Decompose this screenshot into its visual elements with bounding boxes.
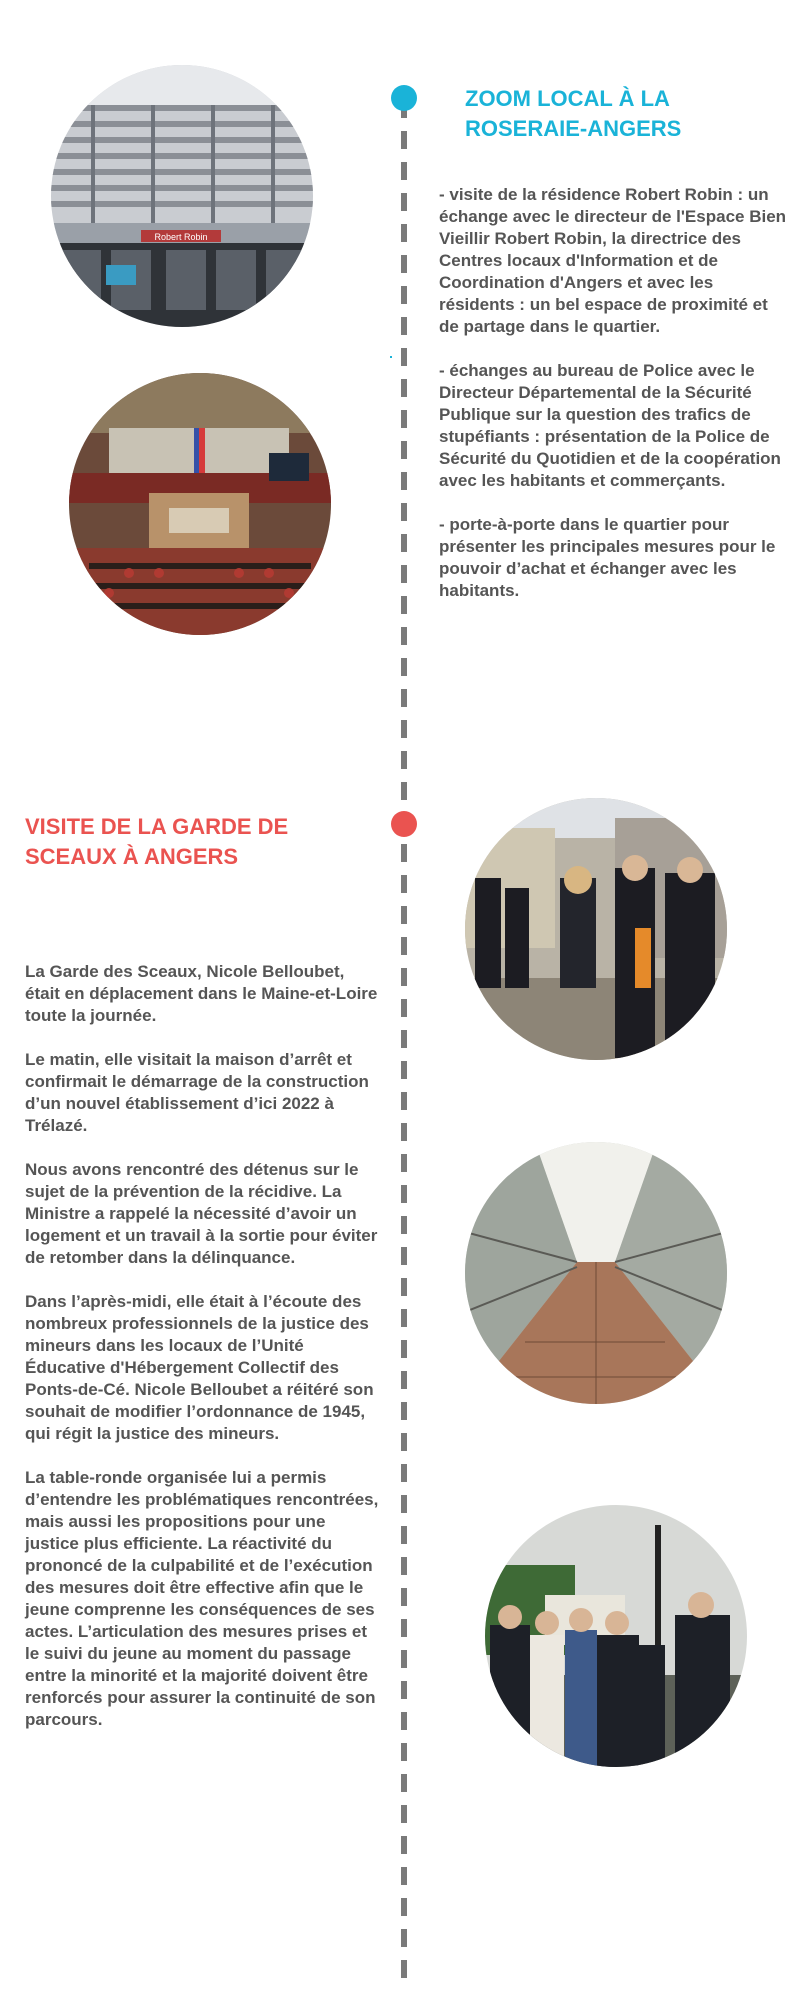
paragraph: La Garde des Sceaux, Nicole Belloubet, était en déplacement dans le Maine-et-Loire toute la journée. xyxy=(25,962,378,1025)
section-title-zoom: ZOOM LOCAL À LA ROSERAIE-ANGERS xyxy=(465,86,682,141)
svg-text:Robert Robin: Robert Robin xyxy=(154,232,208,242)
timeline-dashed-line xyxy=(401,100,407,1990)
section-body-zoom xyxy=(439,184,789,624)
paragraph: - porte-à-porte dans le quartier pour présenter les principales mesures pour le pouvoir d’achat et échanger avec les habitants. xyxy=(439,515,776,600)
courtyard-visit-photo xyxy=(465,798,727,1060)
residence-building-photo xyxy=(51,65,313,327)
timeline-marker-garde xyxy=(391,811,417,837)
paragraph: Nous avons rencontré des détenus sur le sujet de la prévention de la récidive. La Ministre a rappelé la nécessité d’avoir un logement et un travail à la sortie pour éviter de retomber dans la délinquance. xyxy=(25,1160,378,1267)
section-title-garde: VISITE DE LA GARDE DE SCEAUX À ANGERS xyxy=(25,814,289,869)
paragraph: - échanges au bureau de Police avec le Directeur Départemental de la Sécurité Publique sur la question des trafics de stupéfiants : présentation de la Police de Sécurité du Quotidien et de la coopération avec les habitants et commerçants. xyxy=(439,361,781,490)
section-body-garde xyxy=(25,961,380,1753)
paragraph: La table-ronde organisée lui a permis d’entendre les problématiques rencontrées, mais aussi les propositions pour une justice plus efficiente. La réactivité du prononcé de la culpabilité et de l’exécution des mesures doit être effective afin que le jeune comprenne les conséquences de ses actes. L’articulation des mesures prises et le suivi du jeune au moment du passage entre la minorité et la majorité doivent être renforcés pour assurer la continuité de son parcours. xyxy=(25,1468,379,1729)
outdoor-group-photo xyxy=(485,1505,747,1767)
paragraph: Dans l’après-midi, elle était à l’écoute des nombreux professionnels de la justice des mineurs dans les locaux de l’Unité Éducative d'Hébergement Collectif des Ponts-de-Cé. Nicole Belloubet a réitéré son souhait de modifier l’ordonnance de 1945, qui régit la justice des mineurs. xyxy=(25,1292,374,1443)
timeline-marker-zoom xyxy=(391,85,417,111)
prison-corridor-photo xyxy=(465,1142,727,1404)
paragraph: Le matin, elle visitait la maison d’arrêt et confirmait le démarrage de la construction d’un nouvel établissement d’ici 2022 à Trélazé. xyxy=(25,1050,369,1135)
decorative-dot xyxy=(390,356,392,358)
national-assembly-photo xyxy=(69,373,331,635)
paragraph: - visite de la résidence Robert Robin : un échange avec le directeur de l'Espace Bien Vieillir Robert Robin, la directrice des Centres locaux d'Information et de Coordination d'Angers et avec les résidents : un bel espace de proximité et de partage dans le quartier. xyxy=(439,185,787,336)
